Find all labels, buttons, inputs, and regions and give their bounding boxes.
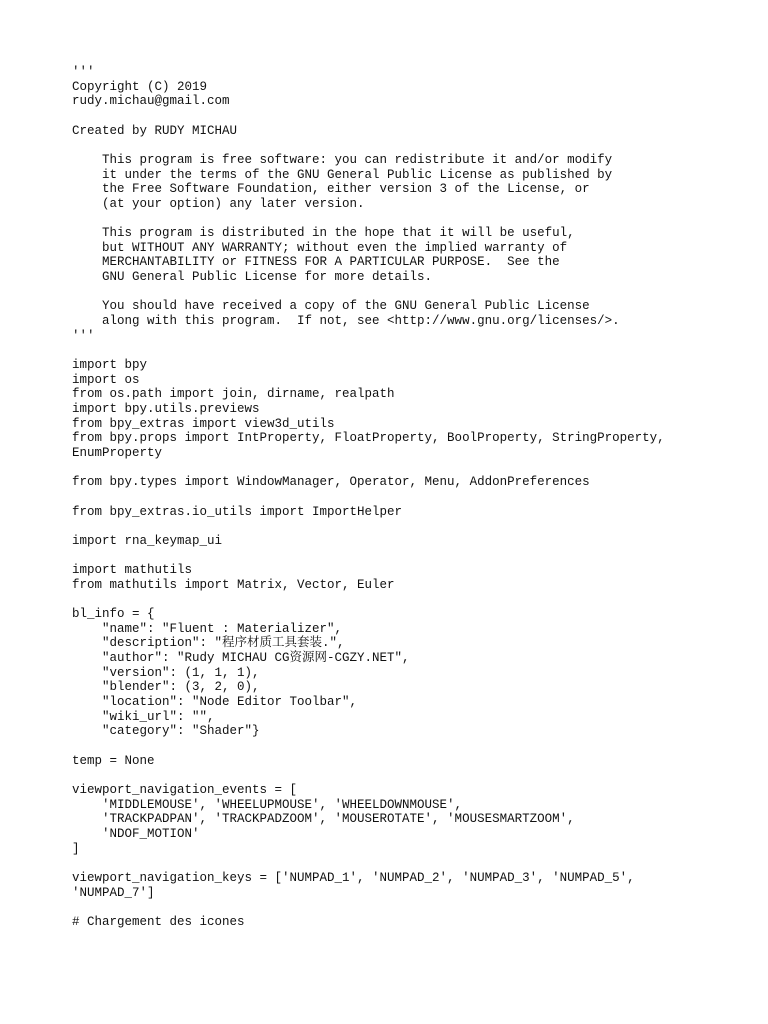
code-line: temp = None	[72, 753, 155, 768]
code-line	[72, 592, 752, 607]
code-line: Copyright (C) 2019	[72, 79, 208, 94]
code-line	[72, 285, 752, 300]
code-line: from mathutils import Matrix, Vector, Euler	[72, 577, 395, 592]
code-line: import mathutils	[72, 563, 193, 578]
code-line	[72, 461, 752, 476]
code-line: but WITHOUT ANY WARRANTY; without even the implied warranty of	[72, 240, 568, 255]
code-line: 'NUMPAD_7']	[72, 885, 155, 900]
code-line: "author": "Rudy MICHAU CG资源网-CGZY.NET",	[72, 651, 410, 666]
code-line	[72, 109, 752, 124]
code-line: GNU General Public License for more details.	[72, 270, 433, 285]
code-line: import bpy.utils.previews	[72, 402, 260, 417]
code-line	[72, 490, 752, 505]
code-line: from bpy_extras import view3d_utils	[72, 416, 335, 431]
code-line: "description": "程序材质工具套装.",	[72, 636, 345, 651]
code-line: the Free Software Foundation, either version 3 of the License, or	[72, 182, 590, 197]
code-line: 'NDOF_MOTION'	[72, 826, 200, 841]
code-line: (at your option) any later version.	[72, 196, 365, 211]
code-line: Created by RUDY MICHAU	[72, 123, 238, 138]
code-line: '''	[72, 328, 95, 343]
code-line: 'MIDDLEMOUSE', 'WHEELUPMOUSE', 'WHEELDOWNMOUSE',	[72, 797, 463, 812]
code-line: MERCHANTABILITY or FITNESS FOR A PARTICULAR PURPOSE. See the	[72, 255, 560, 270]
code-line: it under the terms of the GNU General Public License as published by	[72, 167, 613, 182]
code-line: "wiki_url": "",	[72, 709, 215, 724]
code-line: "name": "Fluent : Materializer",	[72, 621, 343, 636]
code-line	[72, 739, 752, 754]
code-line: You should have received a copy of the GNU General Public License	[72, 299, 590, 314]
code-line	[72, 343, 752, 358]
code-line: import rna_keymap_ui	[72, 533, 223, 548]
code-line: ]	[72, 841, 80, 856]
code-line: from bpy_extras.io_utils import ImportHelper	[72, 504, 403, 519]
code-line: from bpy.props import IntProperty, FloatProperty, BoolProperty, StringProperty,	[72, 431, 665, 446]
code-line: This program is distributed in the hope that it will be useful,	[72, 226, 575, 241]
code-line: '''	[72, 65, 95, 79]
source-code-text	[72, 65, 752, 944]
code-line	[72, 549, 752, 564]
code-line	[72, 930, 752, 945]
code-line: # Chargement des icones	[72, 914, 245, 929]
code-line: from os.path import join, dirname, realpath	[72, 387, 395, 402]
code-line: viewport_navigation_events = [	[72, 782, 298, 797]
code-line: "location": "Node Editor Toolbar",	[72, 695, 358, 710]
code-line: viewport_navigation_keys = ['NUMPAD_1', 'NUMPAD_2', 'NUMPAD_3', 'NUMPAD_5',	[72, 870, 635, 885]
code-line	[72, 212, 752, 227]
code-line	[72, 768, 752, 783]
code-line	[72, 856, 752, 871]
code-line	[72, 900, 752, 915]
code-line: "category": "Shader"}	[72, 724, 260, 739]
code-line: "version": (1, 1, 1),	[72, 665, 260, 680]
code-line	[72, 138, 752, 153]
code-line: This program is free software: you can redistribute it and/or modify	[72, 152, 613, 167]
code-line: bl_info = {	[72, 607, 155, 622]
code-line: import os	[72, 372, 140, 387]
code-line	[72, 519, 752, 534]
code-line: rudy.michau@gmail.com	[72, 94, 230, 109]
code-line: import bpy	[72, 358, 148, 373]
code-line: 'TRACKPADPAN', 'TRACKPADZOOM', 'MOUSEROTATE', 'MOUSESMARTZOOM',	[72, 812, 575, 827]
code-line: EnumProperty	[72, 445, 163, 460]
code-line: from bpy.types import WindowManager, Operator, Menu, AddonPreferences	[72, 475, 590, 490]
code-line: along with this program. If not, see <http://www.gnu.org/licenses/>.	[72, 314, 620, 329]
code-line: "blender": (3, 2, 0),	[72, 680, 260, 695]
